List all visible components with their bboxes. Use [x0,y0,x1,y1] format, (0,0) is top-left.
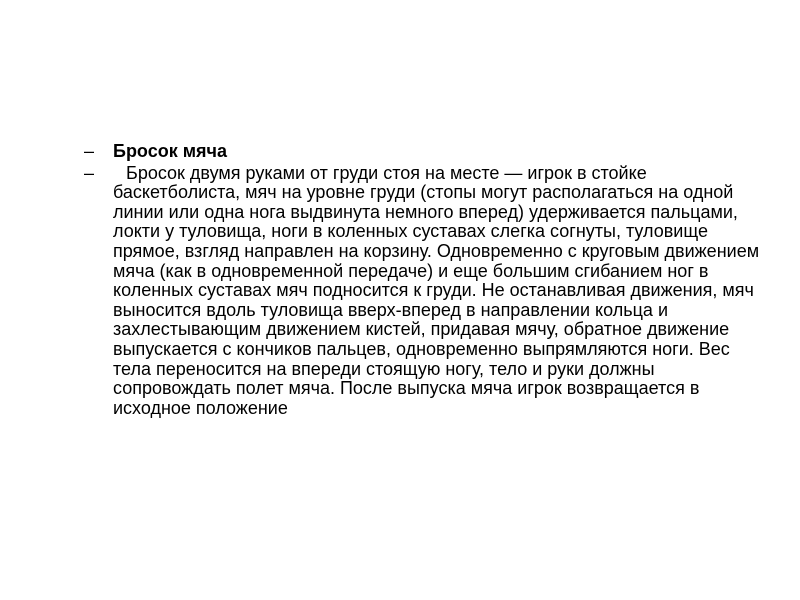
description-paragraph [113,164,764,419]
dash-bullet: – [84,141,95,161]
dash-bullet: – [84,162,95,183]
bullet-item-heading [84,142,764,162]
description-text: Бросок двумя руками от груди стоя на месте — игрок в стойке баскетболиста, мяч на уровне груди (стопы могут располагаться на одной линии или одна нога выдвинута немного вперед) удерживается пальцами, локти у туловища, ноги в коленных суставах слегка согнуты, туловище прямое, взгляд направлен на корзину. Одновременно с круговым движением мяча (как в одновременной передаче) и еще большим сгибанием ног в коленных суставах мяч подносится к груди. Не останавливая движения, мяч выносится вдоль туловища вверх-вперед в направлении кольца и захлестывающим движением кистей, придавая мячу, обратное движение выпускается с кончиков пальцев, одновременно выпрямляются ноги. Вес тела переносится на впереди стоящую ногу, тело и руки должны сопровождать полет мяча. После выпуска мяча игрок возвращается в исходное положение [113,162,760,418]
bullet-item-description [84,164,764,419]
section-heading: Бросок мяча [113,141,227,161]
bullet-list [84,142,764,420]
